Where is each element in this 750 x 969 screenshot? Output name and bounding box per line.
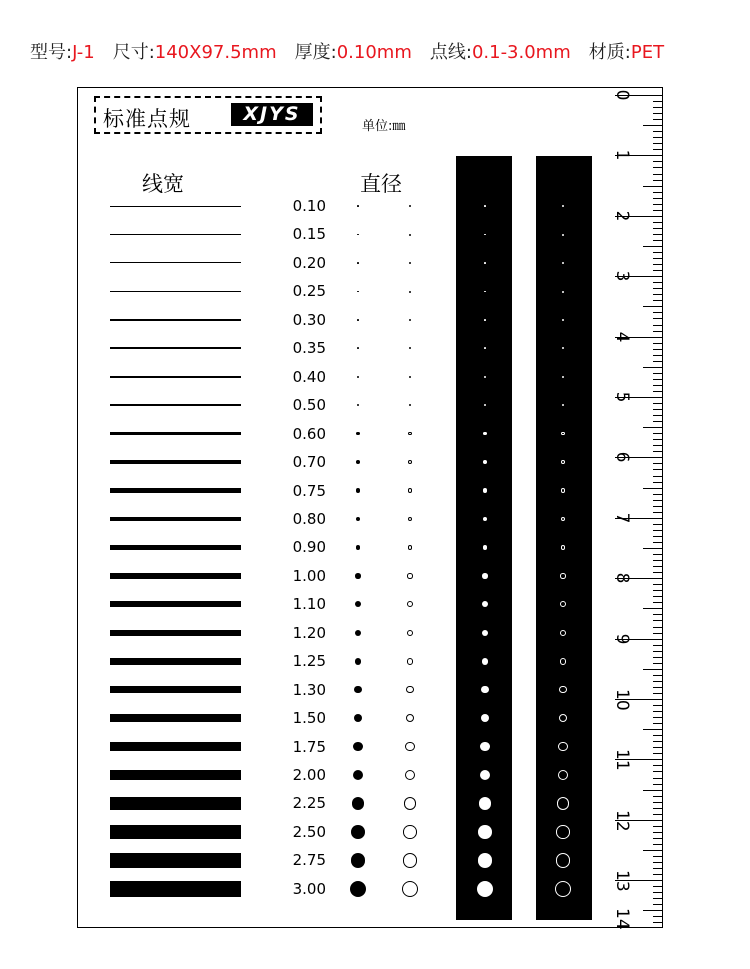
row-value: 1.30 (292, 680, 326, 699)
ruler-tick (653, 602, 663, 603)
ruler-tick (653, 300, 663, 301)
line-sample (110, 517, 241, 521)
ruler-tick (653, 252, 663, 253)
ruler-tick (643, 910, 663, 911)
black-ring (407, 658, 414, 665)
line-sample (110, 686, 241, 693)
white-ring (558, 742, 567, 751)
ruler-tick (653, 620, 663, 621)
black-ring (408, 460, 412, 464)
black-dot (356, 460, 360, 464)
ruler-tick (653, 312, 663, 313)
ruler-tick (643, 729, 663, 730)
ruler-tick (653, 838, 663, 839)
white-ring (559, 686, 566, 693)
ruler-tick (653, 862, 663, 863)
ruler-tick (653, 288, 663, 289)
ruler-tick (653, 651, 663, 652)
line-sample (110, 770, 241, 781)
ruler-tick (653, 512, 663, 513)
line-sample (110, 630, 241, 636)
ruler-tick (653, 856, 663, 857)
black-dot (355, 630, 361, 636)
ruler-tick (653, 409, 663, 410)
ruler-tick (653, 808, 663, 809)
line-sample (110, 404, 241, 407)
ruler-tick (653, 379, 663, 380)
ruler-tick (653, 784, 663, 785)
line-sample (110, 376, 241, 378)
ruler-tick (653, 445, 663, 446)
row-value: 1.10 (292, 595, 326, 614)
black-dot (352, 797, 364, 809)
ruler-tick (653, 482, 663, 483)
ruler-tick (643, 186, 663, 187)
ruler-tick (653, 270, 663, 271)
diameter-header: 直径 (360, 172, 402, 196)
white-ring (560, 573, 565, 578)
ruler-tick (653, 385, 663, 386)
white-ring (560, 630, 566, 636)
ruler-tick (653, 391, 663, 392)
ruler-tick (653, 802, 663, 803)
ruler-number: 2 (612, 210, 632, 222)
brand-badge: XJYS (231, 103, 313, 126)
ruler-tick (653, 325, 663, 326)
black-ring (403, 853, 418, 868)
row-value: 0.10 (292, 197, 326, 215)
black-dot (350, 881, 366, 897)
line-sample (110, 291, 241, 292)
ruler-tick (653, 771, 663, 772)
ruler-tick (653, 476, 663, 477)
ruler-tick (653, 554, 663, 555)
white-dot (483, 432, 486, 435)
ruler-tick (643, 790, 663, 791)
ruler-tick (653, 131, 663, 132)
white-dot (479, 797, 491, 809)
black-dot (357, 262, 359, 264)
line-sample (110, 432, 241, 435)
ruler-tick (653, 844, 663, 845)
ruler-tick (653, 222, 663, 223)
ruler-tick (653, 584, 663, 585)
ruler-tick (643, 427, 663, 428)
black-ring (407, 573, 412, 578)
ruler-tick (653, 143, 663, 144)
row-value: 3.00 (292, 879, 326, 898)
ruler-tick (653, 403, 663, 404)
ruler-tick (653, 500, 663, 501)
line-sample (110, 262, 241, 263)
white-dot (484, 205, 486, 207)
line-sample (110, 742, 241, 751)
black-ring (409, 291, 411, 293)
ruler-tick (653, 421, 663, 422)
ruler-tick (653, 234, 663, 235)
ruler-number: 1 (612, 149, 632, 161)
black-ring (408, 488, 412, 492)
line-sample (110, 206, 241, 207)
ruler-number: 11 (612, 749, 632, 772)
row-value: 2.25 (292, 794, 326, 813)
ruler-tick (653, 687, 663, 688)
white-dot (478, 825, 492, 839)
line-sample (110, 488, 241, 492)
ruler-tick (643, 548, 663, 549)
ruler-number: 13 (612, 870, 632, 892)
ruler-tick (653, 657, 663, 658)
ruler-tick (653, 258, 663, 259)
ruler-tick (653, 747, 663, 748)
white-ring (555, 881, 571, 897)
white-dot (482, 658, 489, 665)
row-value: 1.25 (292, 652, 326, 671)
ruler-number: 6 (612, 451, 632, 463)
black-dot (357, 319, 359, 321)
ruler-tick (653, 796, 663, 797)
ruler-tick (653, 119, 663, 120)
black-dot (357, 234, 359, 236)
ruler-tick (653, 451, 663, 452)
row-value: 1.50 (292, 709, 326, 728)
row-value: 0.75 (292, 481, 326, 500)
white-dot (478, 853, 493, 868)
model-value: J-1 (72, 42, 95, 63)
white-dot (481, 686, 488, 693)
ruler-tick (653, 681, 663, 682)
white-ring (560, 658, 567, 665)
white-dot (477, 881, 493, 897)
ruler-tick (653, 711, 663, 712)
white-ring (556, 825, 570, 839)
ruler-tick (653, 282, 663, 283)
ruler-tick (653, 439, 663, 440)
spec-line: 型号:J-1 尺寸:140X97.5mm 厚度:0.10mm 点线:0.1-3.0mm 材质:PET (30, 42, 665, 63)
ruler-number: 10 (612, 689, 632, 711)
ruler-tick (653, 675, 663, 676)
ruler-tick (653, 361, 663, 362)
ruler-tick (653, 723, 663, 724)
ruler-tick (653, 331, 663, 332)
row-value: 0.90 (292, 538, 326, 557)
black-ring (402, 881, 418, 897)
ruler-tick (653, 149, 663, 150)
line-sample (110, 658, 241, 665)
line-sample (110, 234, 241, 235)
ruler-tick (653, 627, 663, 628)
row-value: 2.75 (292, 851, 326, 870)
material-key: 材质 (588, 42, 625, 63)
black-dot (356, 432, 359, 435)
size-value: 140X97.5mm (154, 42, 277, 63)
ruler-tick (653, 318, 663, 319)
ruler-tick (653, 832, 663, 833)
size-key: 尺寸 (112, 42, 149, 63)
black-ring (405, 742, 414, 751)
row-value: 0.50 (292, 396, 326, 415)
ruler-tick (653, 180, 663, 181)
ruler-tick (653, 814, 663, 815)
ruler-tick (643, 246, 663, 247)
ruler-number: 4 (612, 331, 632, 342)
white-dot (482, 573, 487, 578)
ruler-tick (653, 753, 663, 754)
line-sample (110, 714, 241, 722)
ruler-number: 5 (612, 391, 632, 403)
ruler-tick (653, 294, 663, 295)
white-ring (556, 853, 571, 868)
black-ring (409, 376, 411, 378)
black-dot (357, 205, 359, 207)
ruler-tick (653, 590, 663, 591)
white-ring (561, 432, 564, 435)
ruler-tick (643, 125, 663, 126)
black-ring (403, 825, 417, 839)
ruler-tick (653, 717, 663, 718)
ruler-number: 8 (612, 572, 632, 584)
ruler-tick (653, 735, 663, 736)
ruler-number: 0 (612, 89, 632, 101)
ruler-tick (653, 415, 663, 416)
brand-label: 标准点规 (103, 107, 191, 131)
ruler-tick (653, 167, 663, 168)
row-value: 0.70 (292, 453, 326, 472)
ruler-tick (653, 898, 663, 899)
line-sample (110, 825, 241, 839)
ruler-number: 14 (612, 908, 632, 930)
black-dot (351, 825, 365, 839)
black-dot (357, 291, 359, 293)
row-value: 0.25 (292, 282, 326, 301)
row-value: 2.50 (292, 822, 326, 841)
row-value: 0.15 (292, 225, 326, 244)
line-sample (110, 881, 241, 897)
black-dot (355, 658, 362, 665)
ruler-tick (653, 433, 663, 434)
ruler-tick (643, 669, 663, 670)
ruler-tick (653, 596, 663, 597)
ruler-tick (653, 892, 663, 893)
white-ring (562, 376, 564, 378)
ruler-tick (653, 524, 663, 525)
ruler-tick (653, 922, 663, 923)
black-dot (355, 573, 360, 578)
line-sample (110, 797, 241, 809)
row-value: 0.35 (292, 339, 326, 358)
ruler-tick (653, 264, 663, 265)
white-dot (484, 376, 486, 378)
ruler-tick (653, 826, 663, 827)
row-value: 1.75 (292, 737, 326, 756)
brand-box (94, 96, 322, 134)
ruler-tick (653, 904, 663, 905)
black-dot (356, 488, 360, 492)
black-ring (404, 797, 416, 809)
ruler-tick (653, 566, 663, 567)
ruler-tick (643, 488, 663, 489)
ruler-tick (653, 741, 663, 742)
ruler-number: 3 (612, 270, 632, 282)
ruler-tick (643, 850, 663, 851)
ruler-tick (653, 886, 663, 887)
model-key: 型号 (30, 42, 66, 63)
dotline-value: 0.1-3.0mm (471, 42, 571, 63)
line-sample (110, 601, 241, 607)
white-dot (484, 291, 486, 293)
ruler-tick (653, 765, 663, 766)
black-dot (353, 742, 362, 751)
row-value: 0.20 (292, 253, 326, 272)
white-dot (483, 460, 487, 464)
white-ring (562, 291, 564, 293)
ruler-tick (643, 608, 663, 609)
ruler-tick (653, 174, 663, 175)
dotline-key: 点线 (429, 42, 466, 63)
ruler-tick (653, 542, 663, 543)
ruler-tick (653, 469, 663, 470)
row-value: 0.30 (292, 310, 326, 329)
ruler-tick (653, 560, 663, 561)
ruler-tick (653, 204, 663, 205)
white-ring (557, 797, 569, 809)
thickness-key: 厚度 (294, 42, 331, 63)
row-value: 1.20 (292, 623, 326, 642)
black-ring (408, 432, 411, 435)
ruler-tick (653, 240, 663, 241)
ruler-number: 7 (612, 512, 632, 524)
ruler-tick (653, 161, 663, 162)
black-dot (351, 853, 366, 868)
black-dot (357, 376, 359, 378)
ruler-number: 9 (612, 633, 632, 644)
row-value: 1.00 (292, 566, 326, 585)
black-dot (354, 686, 361, 693)
ruler-tick (643, 367, 663, 368)
ruler-tick (653, 192, 663, 193)
line-width-header: 线宽 (142, 172, 184, 196)
row-value: 0.40 (292, 367, 326, 386)
ruler-tick (653, 530, 663, 531)
ruler-tick (653, 645, 663, 646)
ruler-tick (653, 506, 663, 507)
row-value: 0.80 (292, 509, 326, 528)
ruler-tick (653, 693, 663, 694)
ruler-tick (653, 349, 663, 350)
line-sample (110, 853, 241, 868)
line-sample (110, 460, 241, 464)
row-value: 2.00 (292, 766, 326, 784)
ruler-tick (653, 778, 663, 779)
row-value: 0.60 (292, 424, 326, 443)
thickness-value: 0.10mm (336, 42, 412, 63)
line-sample (110, 573, 241, 578)
line-sample (110, 319, 241, 321)
white-ring (561, 488, 565, 492)
ruler-tick (653, 916, 663, 917)
line-sample (110, 347, 241, 349)
ruler-tick (653, 210, 663, 211)
white-dot (480, 742, 489, 751)
white-dot (484, 262, 486, 264)
ruler-tick (653, 705, 663, 706)
black-ring (406, 686, 413, 693)
ruler-tick (653, 663, 663, 664)
black-ring (407, 630, 413, 636)
ruler-tick (653, 614, 663, 615)
material-value: PET (630, 42, 665, 63)
ruler-tick (653, 572, 663, 573)
ruler-tick (653, 137, 663, 138)
ruler-tick (653, 107, 663, 108)
ruler-tick (653, 874, 663, 875)
ruler-tick (653, 494, 663, 495)
ruler-tick (653, 868, 663, 869)
white-ring (561, 460, 565, 464)
ruler-tick (653, 463, 663, 464)
ruler-tick (653, 198, 663, 199)
ruler-tick (653, 228, 663, 229)
ruler-tick (653, 633, 663, 634)
white-dot (483, 488, 487, 492)
ruler-tick (643, 306, 663, 307)
ruler-tick (653, 113, 663, 114)
white-dot (484, 234, 486, 236)
white-dot (482, 630, 488, 636)
ruler-number: 12 (612, 809, 632, 832)
ruler-tick (653, 101, 663, 102)
white-dot (484, 319, 486, 321)
ruler-tick (653, 355, 663, 356)
ruler-tick (653, 373, 663, 374)
line-sample (110, 545, 241, 550)
ruler-tick (653, 343, 663, 344)
ruler-tick (653, 536, 663, 537)
unit-label: 单位:㎜ (362, 119, 406, 134)
